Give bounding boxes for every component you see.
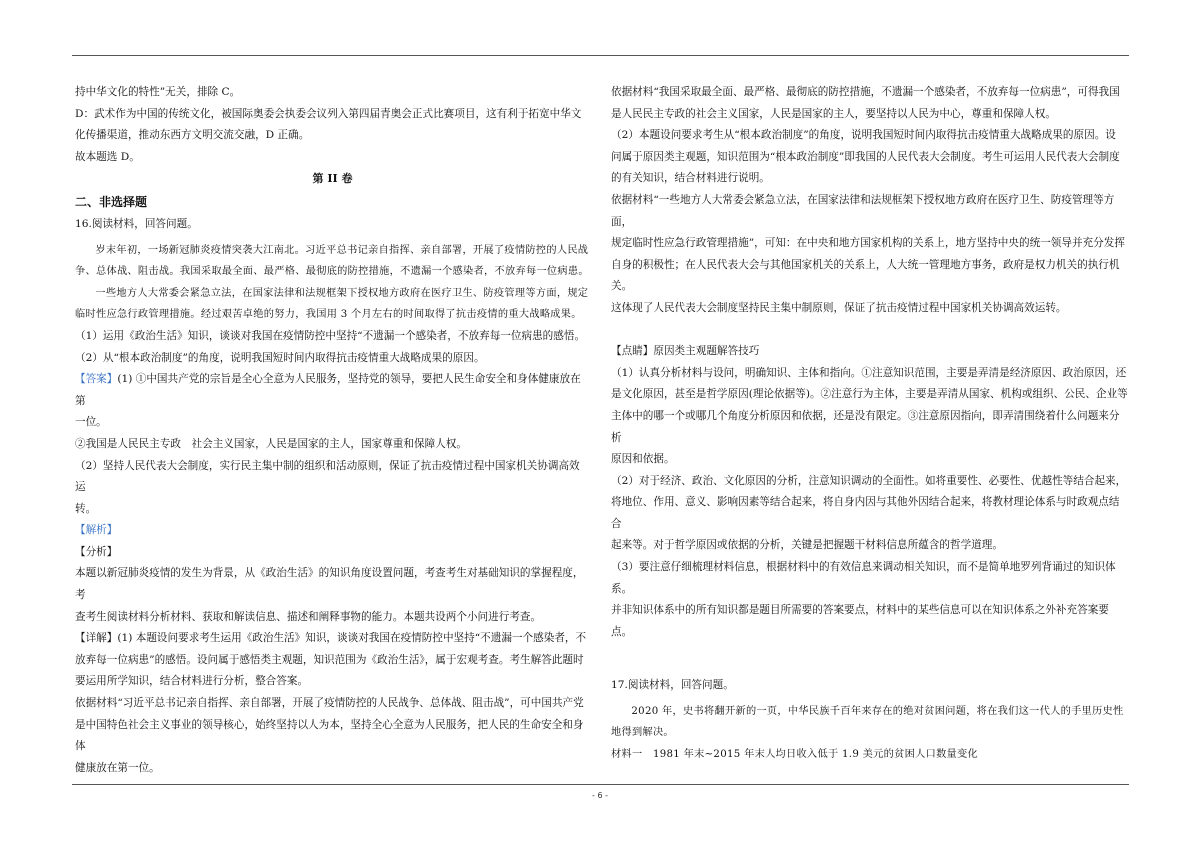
page-number: - 6 - [592, 791, 608, 800]
text-line: 持中华文化的特性”无关，排除 C。 [75, 86, 241, 98]
material-line: 临时性应急行政管理措施。经过艰苦卓绝的努力，我国用 3 个月左右的时间取得了抗击疫情的重大战略成果。 [75, 309, 582, 321]
text-line: 主体中的哪一个或哪几个角度分析原因和依据，还是没有限定。③注意原因指向，即弄清围绕着什么问题来分析 [611, 409, 1120, 444]
text-line: 是中国特色社会主义事业的领导核心，始终坚持以人为本，坚持全心全意为人民服务，把人民的生命安全和身体 [75, 718, 584, 753]
material-line: 一些地方人大常委会紧急立法，在国家法律和法规框架下授权地方政府在医疗卫生、防疫管理等方面，规定 [95, 287, 589, 299]
section-title: 二、非选择题 [75, 194, 148, 209]
answer-line: 【答案】(1) ①中国共产党的宗旨是全心全意为人民服务，坚持党的领导，要把人民生命安全和身体健康放在第 [75, 373, 581, 407]
text-line: 依据材料“我国采取最全面、最严格、最彻底的防控措施，不遗漏一个感染者，不放弃每一位病患”，可得我国 [611, 86, 1120, 98]
text-line: （2）本题设问要求考生从“根本政治制度”的角度，说明我国短时间内取得抗击疫情重大战略成果的原因。设 [611, 129, 1116, 142]
answer-line: （2）坚持人民代表大会制度，实行民主集中制的组织和活动原则，保证了抗击疫情过程中国家机关协调高效运 [75, 459, 580, 494]
text-line: 查考生阅读材料分析材料、获取和解读信息、描述和阐释事物的能力。本题共设两个小问进行考查。 [75, 610, 542, 623]
material-line: 2020 年，史书将翻开新的一页，中华民族千百年来存在的绝对贫困问题，将在我们这一代人的手里历史性 [631, 705, 1124, 717]
text-line: 规定临时性应急行政管理措施”，可知：在中央和地方国家机构的关系上，地方坚持中央的统一领导并充分发挥 [611, 237, 1125, 250]
answer-tag: 【答案】 [75, 373, 118, 386]
tip-tag: 【点睛】原因类主观题解答技巧 [611, 345, 760, 358]
text-line: （1）认真分析材料与设问，明确知识、主体和指向。①注意知识范围，主要是弄清是经济原因、政治原因，还 [611, 366, 1127, 379]
text-line: 放弃每一位病患”的感悟。设问属于感悟类主观题，知识范围为《政治生活》，属于宏观考查。考生解答此题时 [75, 653, 584, 666]
text-line: D：武术作为中国的传统文化，被国际奥委会执委会议列入第四届青奥会正式比赛项目，这有利于拓宽中华文 [75, 107, 582, 120]
answer-line: 一位。 [75, 416, 107, 429]
material-caption: 材料一 1981 年末~2015 年末人均日收入低于 1.9 美元的贫困人口数量变化 [611, 748, 979, 760]
right-column [611, 82, 1128, 765]
text-line: 并非知识体系中的所有知识都是题目所需要的答案要点，材料中的某些信息可以在知识体系之外补充答案要点。 [611, 604, 1109, 638]
volume-title: 第 II 卷 [312, 172, 353, 186]
text-line: 是人民民主专政的社会主义国家，人民是国家的主人，要坚持以人民为中心，尊重和保障人权。 [611, 107, 1056, 120]
question-title: 17.阅读材料，回答问题。 [611, 679, 734, 692]
text-line: 原因和依据。 [611, 453, 675, 466]
sub-question: （2）从“根本政治制度”的角度，说明我国短时间内取得抗击疫情重大战略成果的原因。 [75, 351, 485, 364]
fenxi-tag: 【分析】 [75, 545, 118, 558]
text-line: 的有关知识，结合材料进行说明。 [611, 172, 770, 185]
text-line: 本题以新冠肺炎疫情的发生为背景，从《政治生活》的知识角度设置问题，考查考生对基础知识的掌握程度，考 [75, 567, 584, 602]
material-line: 岁末年初，一场新冠肺炎疫情突袭大江南北。习近平总书记亲自指挥、亲自部署，开展了疫情防控的人民战 [95, 244, 589, 256]
text-line: 要运用所学知识，结合材料进行分析，整合答案。 [75, 675, 309, 688]
text-line: 依据材料“一些地方人大常委会紧急立法，在国家法律和法规框架下授权地方政府在医疗卫生、防疫管理等方面， [611, 193, 1115, 228]
detail-tag: 【详解】 [75, 632, 118, 645]
detail-line: 【详解】(1) 本题设问要求考生运用《政治生活》知识，谈谈对我国在疫情防控中坚持“不遗漏一个感染者，不 [75, 632, 587, 645]
footer-rule [72, 784, 1129, 785]
text-line: （2）对于经济、政治、文化原因的分析，注意知识调动的全面性。如将重要性、必要性、优越性等结合起来， [611, 474, 1127, 487]
text-line: 将地位、作用、意义、影响因素等结合起来，将自身内因与其他外因结合起来，将教材理论体系与时政观点结合 [611, 496, 1120, 530]
text-line: 起来等。对于哲学原因或依据的分析，关键是把握题干材料信息所蕴含的哲学道理。 [611, 539, 1003, 552]
text-line: 故本题选 D。 [75, 150, 140, 163]
text-line: 健康放在第一位。 [75, 761, 160, 774]
question-title: 16.阅读材料，回答问题。 [75, 217, 198, 230]
text-line: 是文化原因，甚至是哲学原因(理论依据等)。②注意行为主体，主要是弄清从国家、机构或组织、公民、企业等 [611, 388, 1128, 401]
sub-question: （1）运用《政治生活》知识，谈谈对我国在疫情防控中坚持“不遗漏一个感染者，不放弃每一位病患的感悟。 [75, 329, 586, 342]
text-line: 依据材料“习近平总书记亲自指挥、亲自部署，开展了疫情防控的人民战争、总体战、阻击战”，可中国共产党 [75, 697, 584, 710]
text-line: （3）要注意仔细梳理材料信息，根据材料中的有效信息来调动相关知识，而不是简单地罗列背诵过的知识体系。 [611, 561, 1116, 595]
answer-line: ②我国是人民民主专政 社会主义国家，人民是国家的主人，国家尊重和保障人权。 [75, 437, 467, 450]
left-column [75, 82, 590, 779]
text-line: 化传播渠道，推动东西方文明交流交融，D 正确。 [75, 129, 310, 142]
header-rule [72, 55, 1129, 56]
material-line: 争、总体战、阻击战。我国采取最全面、最严格、最彻底的防控措施，不遗漏一个感染者，不放弃每一位病患。 [75, 266, 589, 278]
text-line: 问属于原因类主观题，知识范围为“根本政治制度”即我国的人民代表大会制度。考生可运用人民代表大会制度 [611, 150, 1120, 163]
analysis-tag: 【解析】 [75, 524, 118, 537]
text-line: 这体现了人民代表大会制度坚持民主集中制原则，保证了抗击疫情过程中国家机关协调高效运转。 [611, 301, 1067, 314]
material-line: 地得到解决。 [611, 727, 674, 739]
answer-line: 转。 [75, 502, 97, 515]
text-line: 自身的积极性；在人民代表大会与其他国家机关的关系上，人大统一管理地方事务，政府是权力机关的执行机关。 [611, 258, 1120, 293]
